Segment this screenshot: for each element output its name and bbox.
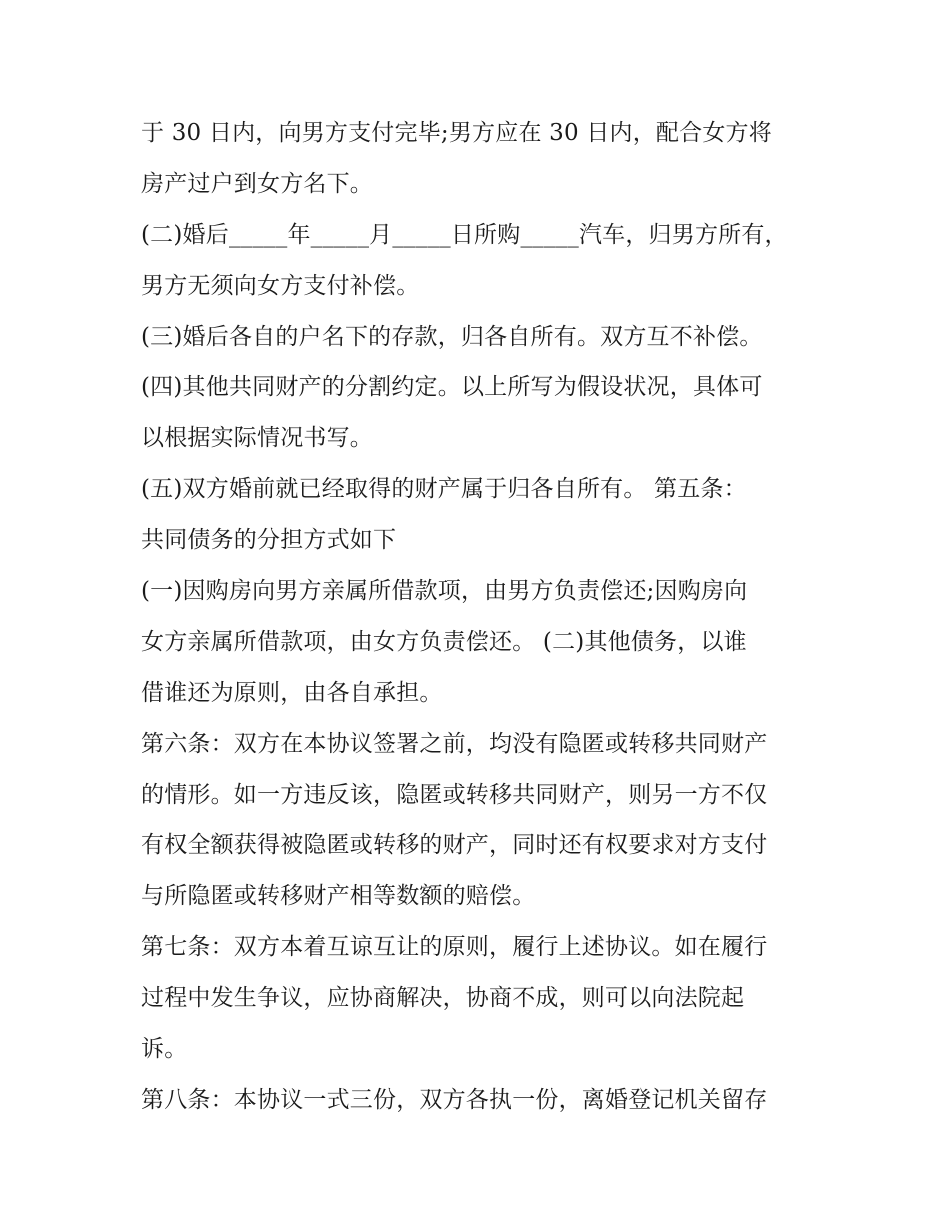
text-line: 有权全额获得被隐匿或转移的财产，同时还有权要求对方支付 [141, 832, 768, 859]
text-line: 与所隐匿或转移财产相等数额的赔偿。 [141, 883, 536, 910]
text-line: 的情形。如一方违反该，隐匿或转移共同财产，则另一方不仅 [141, 781, 768, 808]
text-line: (一)因购房向男方亲属所借款项，由男方负责偿还;因购房向 [141, 578, 748, 605]
text-line: (二)婚后_____年_____月_____日所购_____汽车，归男方所有， [141, 221, 788, 248]
text-line: 共同债务的分担方式如下 [141, 527, 397, 554]
text-line: 诉。 [141, 1036, 188, 1063]
document-body [141, 108, 821, 1126]
text-line: 以根据实际情况书写。 [141, 425, 373, 452]
text-line: 第八条：本协议一式三份，双方各执一份，离婚登记机关留存 [141, 1086, 768, 1113]
text-line: 借谁还为原则，由各自承担。 [141, 679, 443, 706]
text-line: 过程中发生争议，应协商解决，协商不成，则可以向法院起 [141, 985, 745, 1012]
text-line: 于 30 日内，向男方支付完毕;男方应在 30 日内，配合女方将 [141, 120, 772, 146]
text-line: 房产过户到女方名下。 [141, 170, 373, 197]
text-line: (三)婚后各自的户名下的存款，归各自所有。双方互不补偿。 [141, 323, 763, 350]
text-line: 女方亲属所借款项，由女方负责偿还。 (二)其他债务，以谁 [141, 628, 747, 655]
text-line: 男方无须向女方支付补偿。 [141, 272, 420, 299]
text-line: 第七条：双方本着互谅互让的原则，履行上述协议。如在履行 [141, 934, 768, 961]
text-line: (四)其他共同财产的分割约定。以上所写为假设状况，具体可 [141, 374, 763, 401]
text-line: (五)双方婚前就已经取得的财产属于归各自所有。 第五条： [141, 476, 747, 503]
text-line: 第六条：双方在本协议签署之前，均没有隐匿或转移共同财产 [141, 730, 768, 757]
